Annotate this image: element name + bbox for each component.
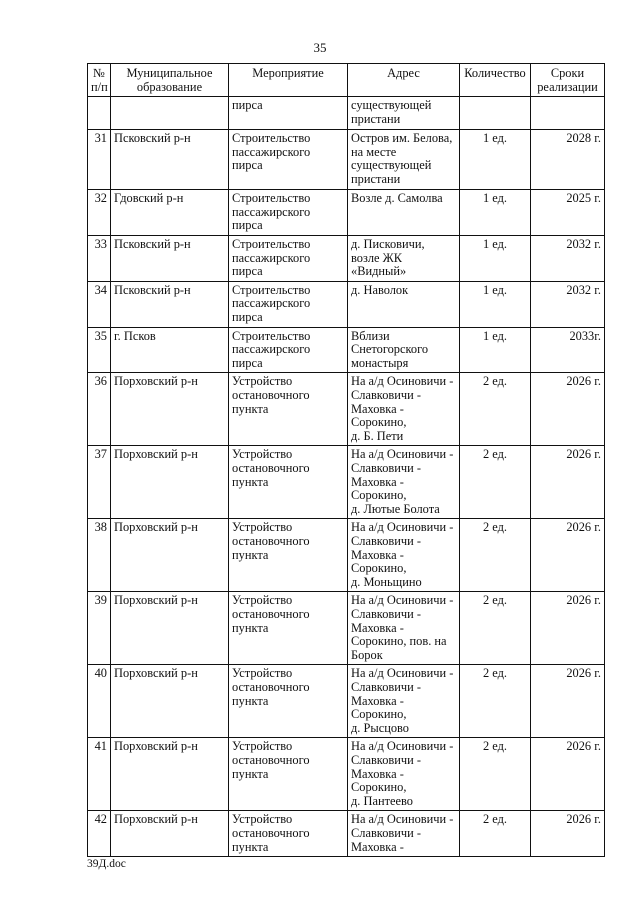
cell-text-line: остановочного bbox=[232, 387, 310, 402]
cell-text-line: 2026 г. bbox=[566, 593, 601, 608]
cell-text-line: Борок bbox=[351, 647, 383, 662]
cell-text-line: Сорокино, пов. на bbox=[351, 634, 447, 649]
cell-text-line: На а/д Осиновичи - bbox=[351, 374, 454, 389]
cell-text-line: пункта bbox=[232, 474, 269, 489]
cell-text-line: остановочного bbox=[232, 533, 310, 548]
cell-text-line: 40 bbox=[94, 666, 107, 681]
cell-text-line: д. Рысцово bbox=[351, 720, 410, 735]
cell-text-line: 34 bbox=[94, 282, 107, 297]
activity-cell bbox=[229, 738, 348, 811]
quantity-cell bbox=[460, 235, 531, 281]
table-row bbox=[88, 519, 605, 592]
cell-text-line: д. Лютые Болота bbox=[351, 501, 440, 516]
term-cell bbox=[531, 235, 605, 281]
row-number bbox=[88, 446, 111, 519]
cell-text-line: остановочного bbox=[232, 460, 310, 475]
table-row bbox=[88, 281, 605, 327]
header-term bbox=[531, 64, 605, 97]
cell-text-line: пристани bbox=[351, 111, 401, 126]
table-row bbox=[88, 665, 605, 738]
header-activity bbox=[229, 64, 348, 97]
cell-text-line: На а/д Осиновичи - bbox=[351, 447, 454, 462]
row-number bbox=[88, 811, 111, 857]
activity-cell bbox=[229, 592, 348, 665]
municipality-cell bbox=[111, 235, 229, 281]
cell-text-line: остановочного bbox=[232, 825, 310, 840]
cell-text-line: пункта bbox=[232, 620, 269, 635]
cell-text-line: 38 bbox=[94, 520, 107, 535]
cell-text-line: На а/д Осиновичи - bbox=[351, 739, 454, 754]
cell-text-line: возле ЖК bbox=[351, 250, 403, 265]
cell-text-line: Устройство bbox=[232, 812, 293, 827]
cell-text-line: Порховский р-н bbox=[114, 812, 198, 827]
row-number bbox=[88, 190, 111, 236]
cell-text-line: д. Пантеево bbox=[351, 793, 413, 808]
activity-cell bbox=[229, 327, 348, 373]
term-cell bbox=[531, 130, 605, 190]
municipality-cell bbox=[111, 373, 229, 446]
cell-text-line: Устройство bbox=[232, 447, 293, 462]
cell-text-line: Сроки bbox=[550, 66, 585, 80]
cell-text-line: существующей bbox=[351, 98, 432, 113]
quantity-cell bbox=[460, 130, 531, 190]
term-cell bbox=[531, 738, 605, 811]
cell-text-line: Строительство bbox=[232, 236, 311, 251]
cell-text-line: Маховка - bbox=[351, 547, 404, 562]
municipality-cell bbox=[111, 327, 229, 373]
cell-text-line: 2033г. bbox=[569, 328, 601, 343]
quantity-cell bbox=[460, 327, 531, 373]
quantity-cell bbox=[460, 811, 531, 857]
municipality-cell bbox=[111, 811, 229, 857]
cell-text-line: 1 ед. bbox=[482, 328, 508, 343]
cell-text-line: Славковичи - bbox=[351, 460, 421, 475]
cell-text-line: Гдовский р-н bbox=[114, 191, 184, 206]
cell-text-line: остановочного bbox=[232, 679, 310, 694]
row-number bbox=[88, 592, 111, 665]
row-number bbox=[88, 738, 111, 811]
cell-text-line: 41 bbox=[94, 739, 107, 754]
table-row bbox=[88, 592, 605, 665]
address-cell bbox=[348, 327, 460, 373]
cell-text-line: Сорокино, bbox=[351, 488, 407, 503]
table-row bbox=[88, 130, 605, 190]
table-row bbox=[88, 738, 605, 811]
quantity-cell bbox=[460, 373, 531, 446]
cell-text-line: 37 bbox=[94, 447, 107, 462]
cell-text-line: 2 ед. bbox=[482, 812, 508, 827]
cell-text-line: 32 bbox=[94, 191, 107, 206]
cell-text-line: 2026 г. bbox=[566, 374, 601, 389]
table-body bbox=[88, 97, 605, 857]
cell-text-line: монастыря bbox=[351, 355, 409, 370]
cell-text-line: Сорокино, bbox=[351, 707, 407, 722]
cell-text-line: Славковичи - bbox=[351, 533, 421, 548]
cell-text-line: 1 ед. bbox=[482, 131, 508, 146]
cell-text-line: Строительство bbox=[232, 328, 311, 343]
cell-text-line: пристани bbox=[351, 171, 401, 186]
municipality-cell bbox=[111, 281, 229, 327]
cell-text-line: Сорокино, bbox=[351, 780, 407, 795]
cell-text-line: Строительство bbox=[232, 282, 311, 297]
address-cell bbox=[348, 811, 460, 857]
row-number bbox=[88, 665, 111, 738]
term-cell bbox=[531, 446, 605, 519]
cell-text-line: пассажирского bbox=[232, 296, 311, 311]
footer-filename: 39Д.doc bbox=[87, 858, 126, 870]
table-row bbox=[88, 811, 605, 857]
activity-cell bbox=[229, 97, 348, 130]
table-row bbox=[88, 327, 605, 373]
cell-text-line: пирса bbox=[232, 264, 263, 279]
cell-text-line: пассажирского bbox=[232, 250, 311, 265]
cell-text-line: 2025 г. bbox=[566, 191, 601, 206]
cell-text-line: существующей bbox=[351, 158, 432, 173]
cell-text-line: На а/д Осиновичи - bbox=[351, 593, 454, 608]
address-cell bbox=[348, 738, 460, 811]
municipality-cell bbox=[111, 519, 229, 592]
cell-text-line: Устройство bbox=[232, 666, 293, 681]
cell-text-line: Вблизи bbox=[351, 328, 390, 343]
row-number bbox=[88, 97, 111, 130]
activity-cell bbox=[229, 190, 348, 236]
cell-text-line: 1 ед. bbox=[482, 191, 508, 206]
cell-text-line: Маховка - bbox=[351, 766, 404, 781]
term-cell bbox=[531, 592, 605, 665]
cell-text-line: остановочного bbox=[232, 752, 310, 767]
activity-cell bbox=[229, 235, 348, 281]
cell-text-line: Маховка - bbox=[351, 839, 404, 854]
address-cell bbox=[348, 665, 460, 738]
cell-text-line: г. Псков bbox=[114, 328, 156, 343]
cell-text-line: Устройство bbox=[232, 520, 293, 535]
cell-text-line: Устройство bbox=[232, 739, 293, 754]
activity-cell bbox=[229, 665, 348, 738]
term-cell bbox=[531, 519, 605, 592]
term-cell bbox=[531, 190, 605, 236]
cell-text-line: 39 bbox=[94, 593, 107, 608]
cell-text-line: 2026 г. bbox=[566, 666, 601, 681]
row-number bbox=[88, 281, 111, 327]
cell-text-line: 2032 г. bbox=[566, 236, 601, 251]
activity-cell bbox=[229, 519, 348, 592]
cell-text-line: «Видный» bbox=[351, 264, 407, 279]
cell-text-line: пирса bbox=[232, 355, 263, 370]
municipality-cell bbox=[111, 446, 229, 519]
cell-text-line: Порховский р-н bbox=[114, 520, 198, 535]
cell-text-line: 2026 г. bbox=[566, 739, 601, 754]
cell-text-line: Порховский р-н bbox=[114, 374, 198, 389]
address-cell bbox=[348, 190, 460, 236]
address-cell bbox=[348, 373, 460, 446]
municipality-cell bbox=[111, 592, 229, 665]
cell-text-line: пункта bbox=[232, 693, 269, 708]
address-cell bbox=[348, 130, 460, 190]
header-municipality bbox=[111, 64, 229, 97]
row-number bbox=[88, 327, 111, 373]
cell-text-line: пассажирского bbox=[232, 144, 311, 159]
cell-text-line: Снетогорского bbox=[351, 342, 429, 357]
cell-text-line: 2026 г. bbox=[566, 520, 601, 535]
cell-text-line: 2 ед. bbox=[482, 520, 508, 535]
cell-text-line: 2 ед. bbox=[482, 739, 508, 754]
cell-text-line: Псковский р-н bbox=[114, 282, 191, 297]
municipality-cell bbox=[111, 190, 229, 236]
cell-text-line: 35 bbox=[94, 328, 107, 343]
table-row bbox=[88, 373, 605, 446]
table-row bbox=[88, 190, 605, 236]
cell-text-line: 36 bbox=[94, 374, 107, 389]
cell-text-line: 2 ед. bbox=[482, 593, 508, 608]
cell-text-line: Мероприятие bbox=[252, 66, 324, 80]
cell-text-line: Сорокино, bbox=[351, 561, 407, 576]
measures-table bbox=[87, 63, 605, 857]
quantity-cell bbox=[460, 665, 531, 738]
cell-text-line: Строительство bbox=[232, 131, 311, 146]
cell-text-line: Количество bbox=[464, 66, 526, 80]
cell-text-line: Славковичи - bbox=[351, 679, 421, 694]
address-cell bbox=[348, 235, 460, 281]
cell-text-line: Маховка - bbox=[351, 401, 404, 416]
cell-text-line: Порховский р-н bbox=[114, 593, 198, 608]
cell-text-line: Маховка - bbox=[351, 474, 404, 489]
cell-text-line: пассажирского bbox=[232, 204, 311, 219]
cell-text-line: Славковичи - bbox=[351, 387, 421, 402]
term-cell bbox=[531, 373, 605, 446]
cell-text-line: пирса bbox=[232, 309, 263, 324]
cell-text-line: № bbox=[93, 66, 105, 80]
header-quantity bbox=[460, 64, 531, 97]
activity-cell bbox=[229, 446, 348, 519]
cell-text-line: Остров им. Белова, bbox=[351, 131, 453, 146]
address-cell bbox=[348, 281, 460, 327]
table-row bbox=[88, 235, 605, 281]
quantity-cell bbox=[460, 190, 531, 236]
cell-text-line: пункта bbox=[232, 401, 269, 416]
cell-text-line: 2 ед. bbox=[482, 447, 508, 462]
cell-text-line: Славковичи - bbox=[351, 825, 421, 840]
cell-text-line: Славковичи - bbox=[351, 752, 421, 767]
quantity-cell bbox=[460, 97, 531, 130]
cell-text-line: Маховка - bbox=[351, 620, 404, 635]
quantity-cell bbox=[460, 281, 531, 327]
cell-text-line: На а/д Осиновичи - bbox=[351, 812, 454, 827]
activity-cell bbox=[229, 281, 348, 327]
address-cell bbox=[348, 97, 460, 130]
cell-text-line: Маховка - bbox=[351, 693, 404, 708]
header-number bbox=[88, 64, 111, 97]
activity-cell bbox=[229, 373, 348, 446]
cell-text-line: 33 bbox=[94, 236, 107, 251]
row-number bbox=[88, 130, 111, 190]
term-cell bbox=[531, 811, 605, 857]
cell-text-line: 2032 г. bbox=[566, 282, 601, 297]
row-number bbox=[88, 373, 111, 446]
cell-text-line: 2026 г. bbox=[566, 447, 601, 462]
municipality-cell bbox=[111, 130, 229, 190]
municipality-cell bbox=[111, 97, 229, 130]
cell-text-line: 1 ед. bbox=[482, 236, 508, 251]
address-cell bbox=[348, 592, 460, 665]
table-row bbox=[88, 97, 605, 130]
cell-text-line: 31 bbox=[94, 131, 107, 146]
cell-text-line: д. Наволок bbox=[351, 282, 409, 297]
row-number bbox=[88, 519, 111, 592]
cell-text-line: пирса bbox=[232, 218, 263, 233]
cell-text-line: пирса bbox=[232, 158, 263, 173]
page-number: 35 bbox=[313, 40, 327, 55]
cell-text-line: пирса bbox=[232, 98, 263, 113]
cell-text-line: на месте bbox=[351, 144, 397, 159]
municipality-cell bbox=[111, 738, 229, 811]
quantity-cell bbox=[460, 592, 531, 665]
cell-text-line: Устройство bbox=[232, 593, 293, 608]
cell-text-line: На а/д Осиновичи - bbox=[351, 666, 454, 681]
cell-text-line: Адрес bbox=[387, 66, 420, 80]
cell-text-line: 42 bbox=[94, 812, 107, 827]
address-cell bbox=[348, 519, 460, 592]
cell-text-line: Возле д. Самолва bbox=[351, 191, 443, 206]
cell-text-line: Порховский р-н bbox=[114, 666, 198, 681]
term-cell bbox=[531, 97, 605, 130]
activity-cell bbox=[229, 130, 348, 190]
cell-text-line: Строительство bbox=[232, 191, 311, 206]
cell-text-line: п/п bbox=[91, 79, 108, 94]
quantity-cell bbox=[460, 738, 531, 811]
cell-text-line: 2 ед. bbox=[482, 666, 508, 681]
cell-text-line: остановочного bbox=[232, 606, 310, 621]
cell-text-line: 2028 г. bbox=[566, 131, 601, 146]
cell-text-line: Сорокино, bbox=[351, 415, 407, 430]
cell-text-line: Порховский р-н bbox=[114, 447, 198, 462]
cell-text-line: образование bbox=[136, 79, 203, 94]
cell-text-line: реализации bbox=[537, 79, 598, 94]
cell-text-line: Славковичи - bbox=[351, 606, 421, 621]
cell-text-line: д. Б. Пети bbox=[351, 428, 404, 443]
table-header-row bbox=[88, 64, 605, 97]
cell-text-line: пассажирского bbox=[232, 342, 311, 357]
cell-text-line: 2 ед. bbox=[482, 374, 508, 389]
cell-text-line: Псковский р-н bbox=[114, 236, 191, 251]
municipality-cell bbox=[111, 665, 229, 738]
cell-text-line: Устройство bbox=[232, 374, 293, 389]
cell-text-line: Псковский р-н bbox=[114, 131, 191, 146]
term-cell bbox=[531, 665, 605, 738]
row-number bbox=[88, 235, 111, 281]
term-cell bbox=[531, 327, 605, 373]
cell-text-line: На а/д Осиновичи - bbox=[351, 520, 454, 535]
cell-text-line: д. Моньщино bbox=[351, 574, 422, 589]
activity-cell bbox=[229, 811, 348, 857]
quantity-cell bbox=[460, 446, 531, 519]
cell-text-line: д. Писковичи, bbox=[351, 236, 425, 251]
cell-text-line: 1 ед. bbox=[482, 282, 508, 297]
cell-text-line: пункта bbox=[232, 766, 269, 781]
header-address bbox=[348, 64, 460, 97]
address-cell bbox=[348, 446, 460, 519]
term-cell bbox=[531, 281, 605, 327]
cell-text-line: пункта bbox=[232, 547, 269, 562]
cell-text-line: 2026 г. bbox=[566, 812, 601, 827]
cell-text-line: пункта bbox=[232, 839, 269, 854]
table-row bbox=[88, 446, 605, 519]
cell-text-line: Порховский р-н bbox=[114, 739, 198, 754]
quantity-cell bbox=[460, 519, 531, 592]
cell-text-line: Муниципальное bbox=[126, 66, 213, 80]
